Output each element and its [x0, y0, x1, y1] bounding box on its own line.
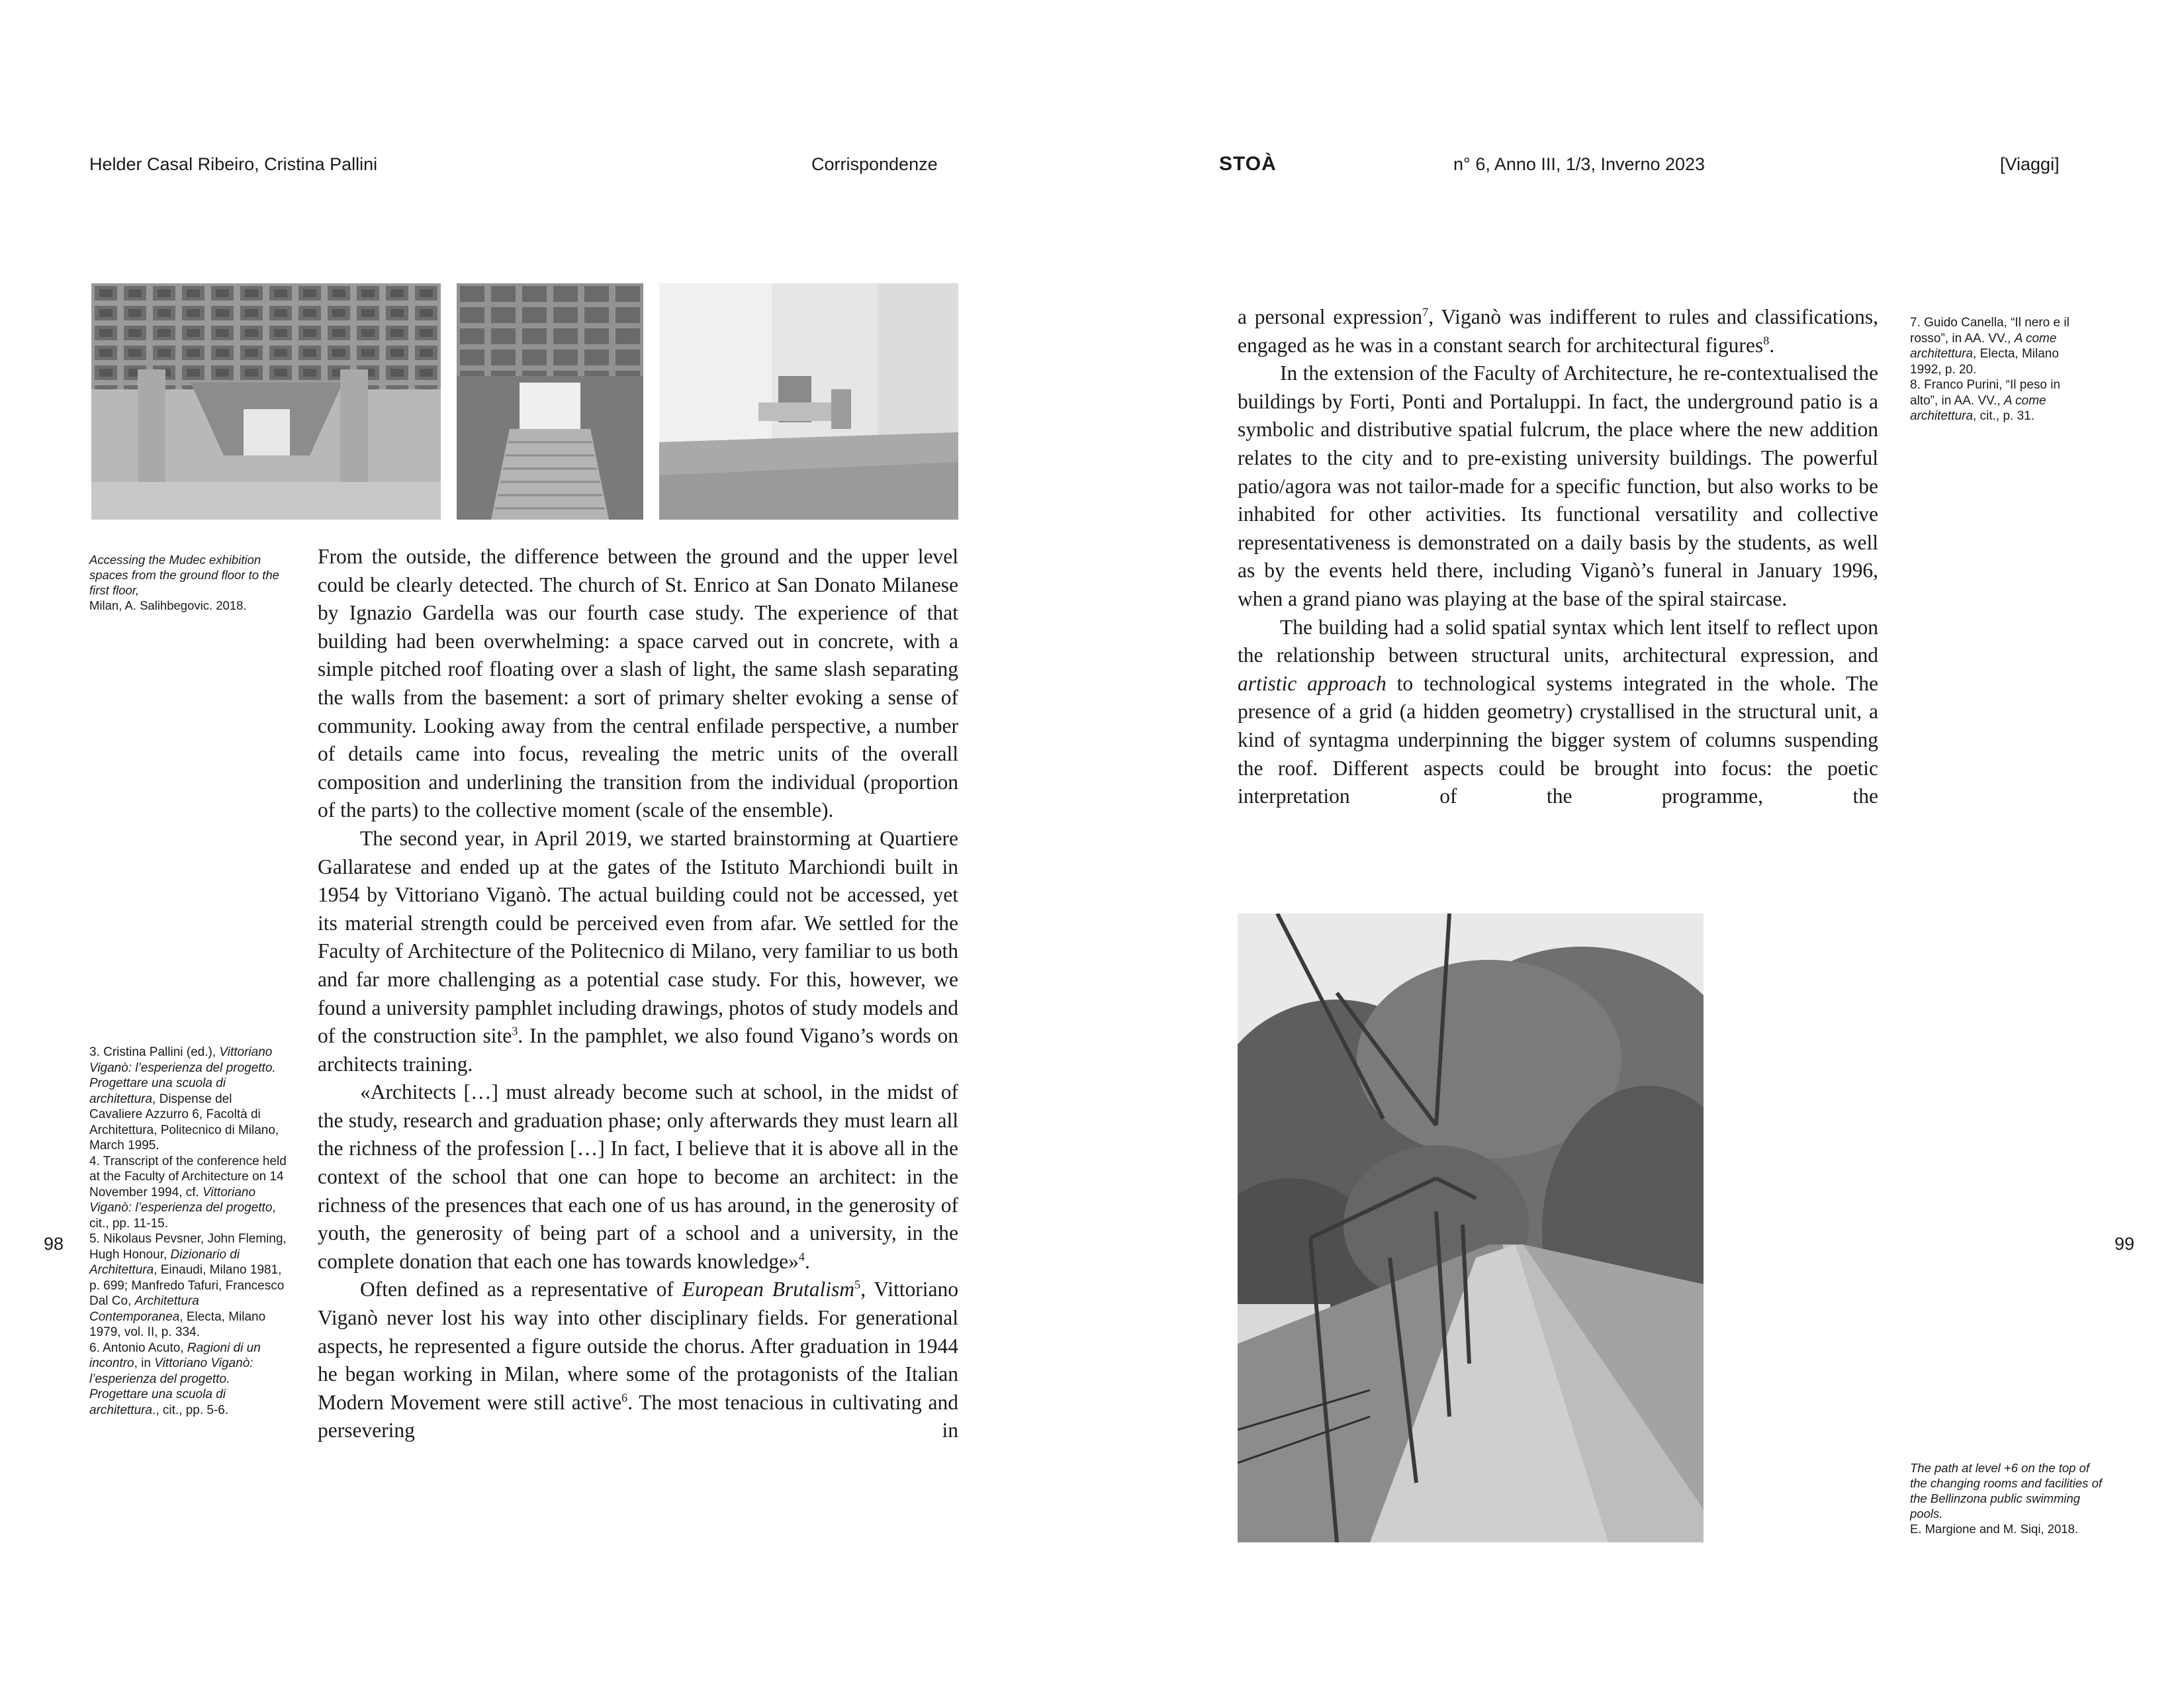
- photo-caption-mudec: [89, 552, 281, 613]
- issue-info: n° 6, Anno III, 1/3, Inverno 2023: [1453, 154, 1706, 174]
- text-run: to technological systems integrated in the whole. The presence of a grid (a hidden geometry) crystallised in the structural unit, a kind of syntagma underpinning the bigger system of columns suspending the roof. Different aspects could be brought into focus: the poetic interpretation of the programme, the: [1238, 671, 1878, 808]
- footnote-6: [89, 1340, 288, 1419]
- text-run: The second year, in April 2019, we started brainstorming at Quartiere Gallaratese and ended up at the gates of the Istituto Marchiondi built in 1954 by Vittoriano Viganò. The actual building could not be accessed, yet its material strength could be perceived even from afar. We settled for the Faculty of Architecture of the Politecnico di Milano, very familiar to us both and far more challenging as a potential case study. For this, however, we found a university pamphlet including drawings, photos of study models and of the construction site: [318, 826, 958, 1048]
- paragraph: [318, 1078, 958, 1276]
- paragraph: [1238, 614, 1878, 811]
- text-run-italic: A come architettura: [1910, 393, 2046, 423]
- paragraph: From the outside, the difference between the ground and the upper level could be clearly detected. The church of St. Enrico at San Donato Milanese by Ignazio Gardella was our fourth case study. The experience of that building had been overwhelming: a space carved out in concrete, with a simple pitched roof floating over a slash of light, the same slash separating the walls from the basement: a sort of primary shelter evoking a sense of community. Looking away from the central enfilade perspective, a number of details came into focus, revealing the metric units of the overall composition and underlining the transition from the individual (proportion of the parts) to the collective moment (scale of the ensemble).: [318, 545, 958, 822]
- text-run: 7. Guido Canella, “Il nero e il rosso”, in AA. VV.,: [1910, 316, 2070, 346]
- paragraph: [318, 825, 958, 1078]
- footnote-3: [89, 1045, 288, 1154]
- paragraph: [318, 1276, 958, 1445]
- text-run: , in: [134, 1356, 155, 1370]
- category-label: [Viaggi]: [2000, 154, 2060, 174]
- text-run-italic: European Brutalism: [682, 1278, 855, 1301]
- photo-caption-bellinzona: [1910, 1460, 2109, 1536]
- right-body-text: [1238, 303, 1878, 811]
- page-number-right: 99: [2115, 1234, 2135, 1254]
- text-run: 4. Transcript of the conference held at the Faculty of Architecture on 14 November 1994, cf.: [89, 1154, 287, 1199]
- text-run: a personal expression: [1238, 305, 1423, 328]
- footnote-5: [89, 1231, 288, 1340]
- text-run: 3. Cristina Pallini (ed.),: [89, 1045, 220, 1059]
- footnote-ref-5: 5: [854, 1278, 861, 1291]
- text-run-italic: Vittoriano Viganò: l’esperienza del progetto. Progettare una scuola di architettura: [89, 1356, 253, 1417]
- journal-title: STOÀ: [1219, 153, 1277, 175]
- footnote-ref-8: 8: [1763, 334, 1770, 348]
- footnote-4: [89, 1154, 288, 1232]
- footnote-8: [1910, 377, 2090, 424]
- footnotes-left: [89, 1045, 288, 1418]
- running-head-section: Corrispondenze: [811, 154, 938, 174]
- text-run: The building had a solid spatial syntax which lent itself to reflect upon the relationship between structural units, architectural expression, and: [1238, 615, 1878, 667]
- text-run: , Einaudi, Milano 1981, p. 699; Manfredo Tafuri, Francesco Dal Co,: [89, 1263, 285, 1308]
- footnote-ref-4: 4: [798, 1250, 805, 1264]
- caption-credit: E. Margione and M. Siqi, 2018.: [1910, 1522, 2079, 1536]
- paragraph: [1238, 303, 1878, 359]
- text-run-italic: artistic approach: [1238, 671, 1387, 695]
- running-head-authors: Helder Casal Ribeiro, Cristina Pallini: [89, 154, 378, 174]
- footnote-ref-3: 3: [512, 1024, 518, 1038]
- caption-text: The path at level +6 on the top of the changing rooms and facilities of the Bellinzona public swimming pools.: [1910, 1461, 2103, 1521]
- photo-mudec-hall: [91, 283, 441, 520]
- text-run-italic: A come architettura: [1910, 331, 2057, 361]
- text-run: , cit., p. 31.: [1973, 409, 2034, 423]
- text-run: , Electa, Milano 1979, vol. II, p. 334.: [89, 1309, 266, 1339]
- text-run: . The most tenacious in cultivating and persevering in: [318, 1390, 958, 1442]
- text-run: , Electa, Milano 1992, p. 20.: [1910, 347, 2059, 377]
- text-run: .: [1769, 333, 1775, 357]
- text-run: 5. Nikolaus Pevsner, John Fleming, Hugh Honour,: [89, 1232, 287, 1262]
- footnotes-right: [1910, 315, 2090, 424]
- footnote-7: [1910, 315, 2090, 377]
- text-run: ., cit., pp. 5-6.: [152, 1403, 229, 1417]
- footnote-ref-7: 7: [1422, 305, 1429, 319]
- text-run-italic: Vittoriano Viganò: l’esperienza del progetto: [89, 1185, 273, 1215]
- text-run: .: [805, 1249, 810, 1273]
- photo-bellinzona-path: [1238, 914, 1704, 1542]
- text-run: . In the pamphlet, we also found Vigano’s words on architects training.: [318, 1024, 958, 1076]
- photo-mudec-stair: [457, 283, 643, 520]
- text-run-italic: Ragioni di un incontro: [89, 1340, 261, 1370]
- text-run-italic: Vittoriano Viganò: l’esperienza del progetto. Progettare una scuola di architettura: [89, 1045, 276, 1106]
- text-run: , Vittoriano Viganò never lost his way into other disciplinary fields. For generational aspects, he represented a figure outside the chorus. After graduation in 1944 he began working in Milan, where some of the protagonists of the Italian Modern Movement were still active: [318, 1278, 958, 1414]
- text-run: , Dispense del Cavaliere Azzurro 6, Facoltà di Architettura, Politecnico di Milano, March 1995.: [89, 1092, 279, 1152]
- caption-text: Accessing the Mudec exhibition spaces from the ground floor to the first floor,: [89, 553, 279, 597]
- text-run: 6. Antonio Acuto,: [89, 1340, 187, 1355]
- text-run: , cit., pp. 11-15.: [89, 1201, 276, 1231]
- text-run: Often defined as a representative of: [360, 1278, 682, 1301]
- left-body-text: [318, 543, 958, 1445]
- text-run-italic: Dizionario di Architettura: [89, 1247, 240, 1277]
- text-run: «Architects […] must already become such at school, in the midst of the study, research and graduation phase; only afterwards they must learn all the richness of the profession […] In fact, I believe that it is above all in the context of the school that one can hope to become an architect: in the richness of the presences that each one of us has around, in the generosity of youth, the generosity of being part of a school and a university, in the complete donation that each one has towards knowledge»: [318, 1080, 958, 1273]
- caption-credit: Milan, A. Salihbegovic. 2018.: [89, 598, 247, 612]
- footnote-ref-6: 6: [621, 1391, 628, 1405]
- text-run: 8. Franco Purini, “Il peso in alto”, in AA. VV.,: [1910, 378, 2061, 408]
- text-run: , Viganò was indifferent to rules and classifications, engaged as he was in a constant search for architectural figures: [1238, 305, 1878, 357]
- paragraph: In the extension of the Faculty of Architecture, he re-contextualised the buildings by Forti, Ponti and Portaluppi. In fact, the underground patio is a symbolic and distributive spatial fulcrum, the place where the new addition relates to the city and to pre-existing university buildings. The powerful patio/agora was not tailor-made for a specific function, but also works to be inhabited for other activities. Its functional versatility and collective representativeness is demonstrated on a daily basis by the students, as well as by the events held there, including Viganò’s funeral in January 1996, when a grand piano was playing at the base of the spiral staircase.: [1238, 361, 1878, 610]
- text-run-italic: Architettura Contemporanea: [89, 1294, 199, 1324]
- photo-mudec-foyer: [659, 283, 958, 520]
- page-number-left: 98: [44, 1234, 64, 1254]
